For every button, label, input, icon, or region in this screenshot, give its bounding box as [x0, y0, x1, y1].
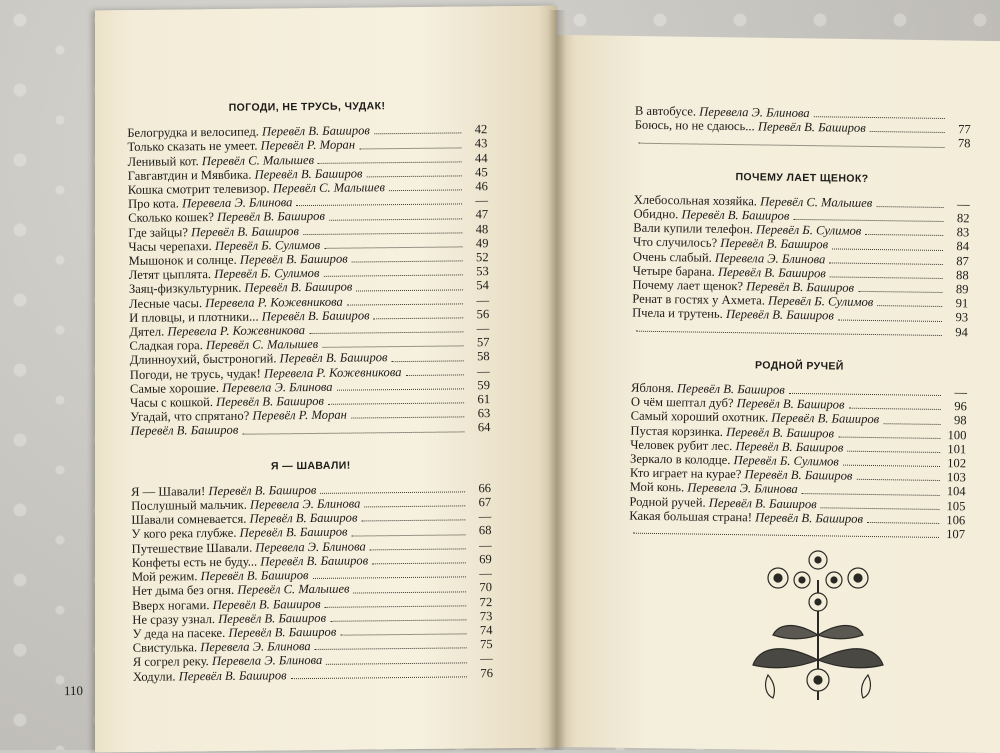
leader-dots: [291, 676, 467, 679]
leader-dots: [296, 204, 462, 207]
entry-credit: Перевела Э. Блинова: [182, 195, 293, 210]
entry-page-number: 100: [944, 428, 966, 443]
leader-dots: [832, 248, 943, 251]
entry-page-number: —: [945, 385, 967, 400]
entry-page-number: 91: [946, 296, 968, 311]
entry-title: Угадай, что спрятано?: [130, 409, 249, 424]
entry-page-number: 96: [945, 399, 967, 414]
entry-page-number: —: [469, 509, 491, 523]
leader-dots: [802, 493, 940, 496]
leader-dots: [633, 533, 939, 538]
entry-page-number: —: [466, 193, 488, 207]
entry-page-number: 101: [944, 442, 966, 457]
entry-title: Дятел.: [129, 325, 164, 339]
leader-dots: [838, 436, 940, 438]
entry-title: Четыре барана.: [633, 263, 715, 278]
leader-dots: [337, 388, 464, 390]
entry-credit: Перевёл В. Баширов: [746, 279, 854, 295]
section-heading: Я — ШАВАЛИ!: [131, 457, 491, 475]
leader-dots: [322, 346, 463, 348]
entry-title: Пчела и трутень.: [632, 306, 723, 321]
entry-credit: Перевёл В. Баширов: [249, 511, 357, 526]
entry-title: Часы черепахи.: [128, 239, 211, 254]
entry-title: Путешествие Шавали.: [132, 540, 253, 555]
entry-page-number: 61: [468, 392, 490, 406]
book-gutter: [548, 10, 566, 750]
entry-page-number: 68: [469, 524, 491, 538]
entry-page-number: 47: [466, 208, 488, 222]
entry-credit: Перевёл В. Баширов: [201, 568, 309, 583]
entry-page-number: 63: [468, 406, 490, 420]
entry-title: Родной ручей.: [629, 494, 705, 509]
entry-title: Гавгавтдин и Мявбика.: [128, 167, 252, 182]
entry-title: Что случилось?: [633, 235, 717, 250]
leader-dots: [325, 605, 467, 607]
entry-credit: Перевёл Б. Сулимов: [215, 238, 320, 253]
entry-page-number: 70: [470, 580, 492, 594]
entry-page-number: 58: [468, 350, 490, 364]
entry-page-number: 64: [468, 421, 490, 435]
entry-credit: Перевела Р. Кожевникова: [167, 323, 305, 338]
entry-page-number: 102: [944, 456, 966, 471]
entry-title: Про кота.: [128, 197, 179, 212]
entry-page-number: 103: [944, 470, 966, 485]
leader-dots: [838, 319, 942, 321]
leader-dots: [821, 507, 940, 510]
entry-page-number: 73: [470, 609, 492, 623]
entry-title: И пловцы, и плотники...: [129, 309, 258, 324]
leader-dots: [328, 403, 464, 405]
entry-title: Где зайцы?: [128, 225, 188, 240]
entry-page-number: 66: [469, 481, 491, 495]
entry-title: Погоди, не трусь, чудак!: [130, 366, 261, 381]
entry-page-number: 48: [466, 222, 488, 236]
leader-dots: [303, 232, 462, 235]
leader-dots: [318, 161, 462, 164]
entry-credit: Перевёл Б. Сулимов: [768, 294, 873, 309]
entry-title: Белогрудка и велосипед.: [127, 125, 259, 140]
leader-dots: [870, 131, 945, 133]
entry-page-number: 98: [945, 413, 967, 428]
entry-credit: Перевёл С. Малышев: [202, 153, 314, 168]
entry-title: Послушный мальчик.: [131, 498, 247, 513]
entry-title: Какая большая страна!: [629, 509, 752, 525]
entry-title: Не сразу узнал.: [132, 612, 215, 627]
entry-page-number: 82: [947, 211, 969, 226]
entry-credit: Перевёл В. Баширов: [255, 166, 363, 181]
entry-page-number: 44: [465, 151, 487, 165]
entry-title: Ренат в гостях у Ахмета.: [632, 292, 765, 308]
entry-title: Мой режим.: [132, 569, 198, 584]
entry-credit: Перевёл В. Баширов: [758, 120, 866, 136]
entry-page-number: —: [471, 651, 493, 665]
entry-page-number: 52: [467, 250, 489, 264]
page-number: 110: [64, 683, 83, 699]
entry-title: Длинноухий, быстроногий.: [130, 352, 277, 368]
entry-credit: Перевёл В. Баширов: [755, 510, 863, 526]
entry-title: Я согрел реку.: [133, 654, 209, 669]
entry-page-number: 104: [944, 484, 966, 499]
leader-dots: [865, 234, 943, 236]
entry-title: У кого река глубже.: [131, 526, 236, 541]
leader-dots: [361, 520, 465, 522]
entry-title: Шавали сомневается.: [131, 512, 246, 527]
entry-title: Мой конь.: [630, 480, 685, 495]
entry-title: Часы с кошкой.: [130, 395, 213, 410]
entry-text: [130, 423, 238, 438]
entry-title: О чём шептал дуб?: [631, 395, 734, 410]
leader-dots: [347, 303, 463, 305]
leader-dots: [330, 619, 466, 621]
entry-credit: Перевёл С. Малышев: [206, 337, 318, 352]
leader-dots: [352, 534, 466, 536]
entry-title: Ходули.: [133, 669, 176, 683]
entry-text: [133, 668, 287, 684]
leader-dots: [309, 332, 463, 335]
entry-credit: Перевела Э. Блинова: [200, 639, 311, 654]
leader-dots: [793, 219, 943, 222]
leader-dots: [340, 633, 466, 635]
entry-text: [130, 365, 402, 382]
entry-page-number: 106: [943, 513, 965, 528]
entry-title: Пустая корзинка.: [630, 423, 723, 438]
entry-page-number: —: [948, 197, 970, 212]
entry-title: Конфеты есть не буду...: [132, 554, 257, 569]
entry-title: Человек рубит лес.: [630, 438, 732, 453]
entry-credit: Перевёл В. Баширов: [681, 207, 789, 223]
entry-page-number: 76: [471, 666, 493, 680]
entry-title: Только сказать не умеет.: [127, 139, 257, 154]
entry-credit: Перевела Э. Блинова: [687, 481, 798, 497]
entry-page-number: 54: [467, 279, 489, 293]
entry-text: [132, 553, 369, 570]
entry-credit: Перевела Э. Блинова: [250, 497, 361, 512]
leader-dots: [877, 306, 942, 308]
floral-ornament: [738, 540, 898, 705]
entry-credit: Перевёл В. Баширов: [280, 351, 388, 366]
leader-dots: [329, 218, 462, 220]
entry-credit: Перевела Р. Кожевникова: [264, 365, 402, 380]
entry-title: Заяц-физкультурник.: [129, 281, 242, 296]
entry-credit: Перевёл В. Баширов: [240, 525, 348, 540]
entry-credit: Перевела Р. Кожевникова: [205, 294, 343, 309]
leader-dots: [374, 317, 464, 319]
entry-credit: Перевёл В. Баширов: [216, 394, 324, 409]
entry-page-number: —: [467, 321, 489, 335]
entry-page-number: —: [467, 293, 489, 307]
leader-dots: [323, 275, 462, 277]
entry-credit: Перевёл В. Баширов: [260, 553, 368, 568]
leader-dots: [320, 491, 465, 494]
section-heading: ПОГОДИ, НЕ ТРУСЬ, ЧУДАК!: [127, 98, 487, 116]
entry-credit: Перевёл В. Баширов: [218, 611, 326, 626]
entry-page-number: 87: [947, 254, 969, 269]
entry-title: Сладкая гора.: [129, 338, 202, 353]
entry-credit: Перевёл В. Баширов: [208, 483, 316, 498]
entry-text: [130, 408, 347, 424]
entry-title: Вверх ногами.: [132, 598, 209, 613]
leader-dots: [352, 261, 463, 263]
entry-credit: Перевела Э. Блинова: [212, 653, 323, 668]
entry-page-number: 49: [466, 236, 488, 250]
leader-dots: [367, 175, 462, 177]
entry-credit: Перевёл Б. Сулимов: [214, 266, 319, 281]
entry-credit: Перевёл Б. Сулимов: [756, 223, 861, 238]
leader-dots: [883, 423, 940, 425]
leader-dots: [848, 408, 940, 410]
entry-title: Сколько кошек?: [128, 210, 214, 225]
entry-page-number: —: [470, 538, 492, 552]
entry-credit: Перевела Э. Блинова: [222, 380, 333, 395]
entry-credit: Перевёл В. Баширов: [720, 236, 828, 252]
entry-page-number: 107: [943, 527, 965, 542]
entry-title: Вали купили телефон.: [633, 221, 753, 237]
entry-credit: Перевёл В. Баширов: [244, 280, 352, 295]
entry-credit: Перевёл В. Баширов: [130, 423, 238, 438]
entry-page-number: 93: [946, 310, 968, 325]
leader-dots: [843, 465, 940, 467]
entry-credit: Перевёл В. Баширов: [191, 224, 299, 239]
entry-title: Лесные часы.: [129, 296, 202, 311]
entry-title: Почему лает щенок?: [632, 278, 743, 294]
entry-credit: Перевёл В. Баширов: [228, 625, 336, 640]
leader-dots: [372, 562, 466, 564]
entry-credit: Перевёл Б. Сулимов: [734, 453, 839, 468]
entry-credit: Перевёл В. Баширов: [217, 209, 325, 224]
entry-credit: Перевёл С. Малышев: [760, 194, 872, 210]
leader-dots: [876, 206, 943, 208]
entry-credit: Перевела Э. Блинова: [699, 105, 810, 121]
leader-dots: [326, 662, 467, 664]
entry-credit: Перевёл С. Малышев: [273, 180, 385, 195]
entry-title: Боюсь, но не сдаюсь...: [635, 118, 755, 134]
entry-page-number: 56: [467, 307, 489, 321]
entry-title: Ленивый кот.: [128, 154, 199, 169]
entry-page-number: 105: [943, 499, 965, 514]
entry-page-number: 89: [946, 282, 968, 297]
entry-credit: Перевёл В. Баширов: [744, 468, 852, 484]
entry-text: [128, 180, 385, 197]
leader-dots: [830, 276, 943, 279]
entry-title: Самый хороший охотник.: [631, 409, 769, 425]
entry-credit: Перевёл В. Баширов: [718, 265, 826, 281]
leader-dots: [351, 417, 464, 419]
entry-title: Нет дыма без огня.: [132, 583, 234, 598]
entry-page-number: 42: [465, 122, 487, 136]
entry-title: Зеркало в колодце.: [630, 452, 731, 467]
entry-title: Свистулька.: [133, 640, 198, 655]
entry-text: [129, 308, 369, 325]
entry-page-number: 77: [949, 122, 971, 137]
entry-credit: Перевёл Р. Моран: [261, 138, 356, 153]
leader-dots: [856, 479, 939, 481]
entry-credit: Перевёл В. Баширов: [213, 596, 321, 611]
entry-credit: Перевела Э. Блинова: [255, 539, 366, 554]
entry-credit: Перевёл В. Баширов: [726, 425, 834, 441]
entry-title: Кто играет на курае?: [630, 466, 742, 482]
entry-page-number: 72: [470, 595, 492, 609]
entry-title: Яблоня.: [631, 381, 674, 396]
leader-dots: [242, 431, 464, 434]
entry-text: [632, 306, 834, 323]
entry-credit: Перевёл В. Баширов: [262, 124, 370, 139]
leader-dots: [312, 577, 465, 580]
entry-page-number: 78: [948, 136, 970, 151]
entry-page-number: 46: [466, 179, 488, 193]
entry-page-number: 43: [465, 137, 487, 151]
leader-dots: [324, 246, 462, 248]
leader-dots: [858, 291, 942, 293]
entry-page-number: 45: [466, 165, 488, 179]
entry-page-number: 59: [468, 378, 490, 392]
leader-dots: [354, 591, 467, 593]
leader-dots: [356, 289, 463, 291]
entry-page-number: —: [470, 566, 492, 580]
entry-credit: Перевёл В. Баширов: [726, 307, 834, 323]
entry-credit: Перевёл В. Баширов: [771, 411, 879, 427]
leader-dots: [389, 190, 462, 192]
left-page-contents: [127, 98, 493, 683]
section-heading: РОДНОЙ РУЧЕЙ: [631, 356, 967, 375]
leader-dots: [370, 548, 466, 550]
entry-title: Кошка смотрит телевизор.: [128, 181, 270, 196]
entry-page-number: 88: [947, 268, 969, 283]
entry-title: В автобусе.: [635, 104, 696, 119]
entry-title: У деда на пасеке.: [132, 626, 225, 641]
leader-dots: [847, 451, 940, 453]
entry-page-number: 67: [469, 495, 491, 509]
entry-page-number: 84: [947, 239, 969, 254]
entry-page-number: 83: [947, 225, 969, 240]
section-heading: ПОЧЕМУ ЛАЕТ ЩЕНОК?: [634, 168, 970, 187]
entry-page-number: 75: [471, 637, 493, 651]
entry-page-number: 69: [470, 552, 492, 566]
right-page-contents: [629, 104, 971, 542]
leader-dots: [789, 393, 941, 396]
entry-title: Хлебосольная хозяйка.: [634, 192, 757, 208]
entry-credit: Перевёл В. Баширов: [735, 439, 843, 455]
entry-page-number: 74: [470, 623, 492, 637]
entry-page-number: 57: [467, 335, 489, 349]
entry-credit: Перевёл В. Баширов: [709, 495, 817, 511]
leader-dots: [406, 374, 464, 376]
entry-page-number: 94: [946, 325, 968, 340]
entry-page-number: 53: [467, 264, 489, 278]
entry-page-number: —: [468, 364, 490, 378]
entry-title: Очень слабый.: [633, 249, 712, 264]
leader-dots: [392, 360, 464, 362]
entry-title: Самые хорошие.: [130, 381, 219, 396]
entry-title: Я — Шавали!: [131, 484, 205, 499]
leader-dots: [867, 522, 939, 524]
entry-credit: Перевёл В. Баширов: [262, 308, 370, 323]
leader-dots: [359, 147, 461, 149]
leader-dots: [315, 648, 467, 651]
entry-credit: Перевёл Р. Моран: [252, 408, 347, 423]
entry-text: [133, 653, 323, 669]
entry-text: [127, 138, 355, 155]
leader-dots: [829, 262, 943, 265]
entry-credit: Перевёл В. Баширов: [240, 252, 348, 267]
entry-credit: Перевёл В. Баширов: [737, 396, 845, 412]
leader-dots: [814, 116, 945, 119]
entry-title: Мышонок и солнце.: [129, 253, 237, 268]
entry-credit: Перевёл В. Баширов: [179, 668, 287, 683]
entry-credit: Перевёл В. Баширов: [677, 381, 785, 397]
leader-dots: [374, 133, 461, 135]
entry-title: Летят цыплята.: [129, 267, 211, 282]
entry-title: Обидно.: [633, 207, 678, 222]
leader-dots: [364, 506, 465, 508]
entry-credit: Перевела Э. Блинова: [715, 250, 826, 266]
entry-credit: Перевёл С. Малышев: [237, 582, 349, 597]
